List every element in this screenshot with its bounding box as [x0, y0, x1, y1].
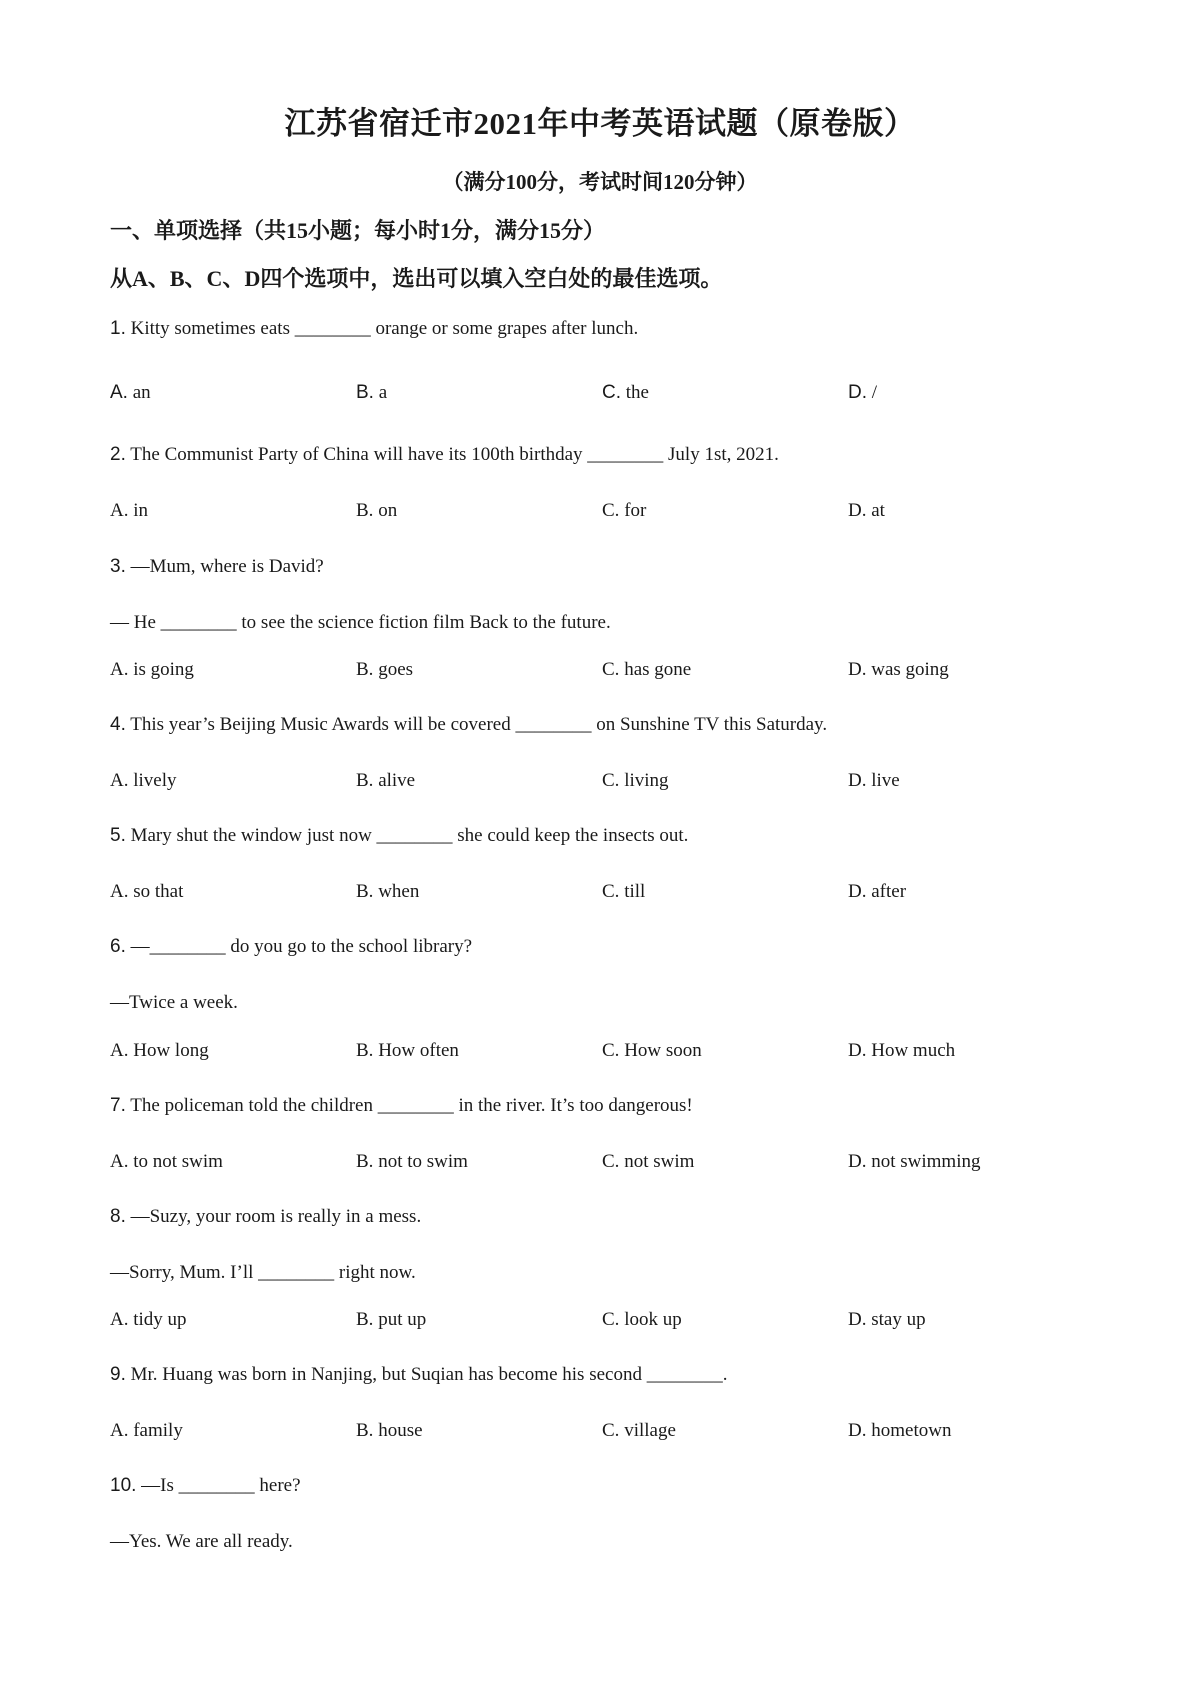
option-b: B. How often — [356, 1040, 459, 1061]
page-title: 江苏省宿迁市2021年中考英语试题（原卷版） — [284, 106, 916, 141]
question-10-line-2: —Yes. We are all ready. — [110, 1531, 293, 1552]
page-subtitle: （满分100分，考试时间120分钟） — [442, 170, 758, 194]
question-text: The policeman told the children ________ in the river. It’s too dangerous! — [130, 1095, 693, 1116]
question-10 — [110, 1475, 301, 1497]
question-text: This year’s Beijing Music Awards will be covered ________ on Sunshine TV this Saturday. — [130, 714, 828, 735]
question-8 — [110, 1206, 421, 1228]
option-b: B. when — [356, 881, 420, 902]
question-text: —Mum, where is David? — [130, 556, 324, 577]
question-text: —________ do you go to the school library? — [130, 936, 473, 957]
question-text: Mary shut the window just now ________ she could keep the insects out. — [130, 825, 689, 846]
question-text: —Suzy, your room is really in a mess. — [130, 1206, 422, 1227]
option-d: D. after — [848, 881, 907, 902]
question-number: 10. — [110, 1475, 137, 1496]
option-b: B. put up — [356, 1309, 427, 1330]
question-number: 2. — [110, 444, 126, 465]
question-number: 4. — [110, 714, 126, 735]
option-c: C. not swim — [602, 1151, 695, 1172]
option-a: A. so that — [110, 881, 184, 902]
question-1 — [110, 318, 638, 340]
question-number: 1. — [110, 318, 126, 339]
option-c: C. How soon — [602, 1040, 702, 1061]
option-d: D. How much — [848, 1040, 956, 1061]
question-number: 7. — [110, 1095, 126, 1116]
question-2 — [110, 444, 779, 466]
option-c: C. living — [602, 770, 669, 791]
option-a: A. is going — [110, 659, 194, 680]
option-b: B. alive — [356, 770, 416, 791]
option-c: C. the — [602, 382, 649, 403]
question-number: 9. — [110, 1364, 126, 1385]
question-6-line-2: —Twice a week. — [110, 992, 238, 1013]
option-c: C. till — [602, 881, 646, 902]
option-b: B. goes — [356, 659, 414, 680]
option-b: B. not to swim — [356, 1151, 468, 1172]
question-4 — [110, 714, 827, 736]
option-a: A. tidy up — [110, 1309, 187, 1330]
question-6 — [110, 936, 472, 958]
question-7 — [110, 1095, 693, 1117]
option-b: B. a — [356, 382, 388, 403]
option-d: D. live — [848, 770, 900, 791]
option-a: A. in — [110, 500, 149, 521]
option-c: C. for — [602, 500, 647, 521]
option-c: C. village — [602, 1420, 676, 1441]
question-number: 6. — [110, 936, 126, 957]
option-d: D. / — [848, 382, 878, 403]
question-text: Kitty sometimes eats ________ orange or some grapes after lunch. — [130, 318, 639, 339]
option-a: A. lively — [110, 770, 177, 791]
section-heading: 一、单项选择（共15小题；每小时1分，满分15分） — [110, 218, 606, 243]
option-c: C. has gone — [602, 659, 692, 680]
question-8-line-2: —Sorry, Mum. I’ll ________ right now. — [110, 1262, 416, 1283]
option-a: A. to not swim — [110, 1151, 223, 1172]
option-d: D. at — [848, 500, 885, 521]
option-d: D. stay up — [848, 1309, 926, 1330]
question-number: 5. — [110, 825, 126, 846]
option-a: A. How long — [110, 1040, 209, 1061]
option-b: B. house — [356, 1420, 423, 1441]
question-3 — [110, 556, 324, 578]
question-number: 3. — [110, 556, 126, 577]
question-9 — [110, 1364, 727, 1386]
option-a: A. family — [110, 1420, 183, 1441]
option-d: D. was going — [848, 659, 949, 680]
option-a: A. an — [110, 382, 151, 403]
option-d: D. hometown — [848, 1420, 952, 1441]
option-d: D. not swimming — [848, 1151, 981, 1172]
section-instruction: 从A、B、C、D四个选项中，选出可以填入空白处的最佳选项。 — [110, 266, 723, 291]
question-5 — [110, 825, 688, 847]
question-text: —Is ________ here? — [141, 1475, 301, 1496]
question-3-line-2: — He ________ to see the science fiction film Back to the future. — [110, 612, 611, 633]
question-text: Mr. Huang was born in Nanjing, but Suqian has become his second ________. — [130, 1364, 728, 1385]
option-b: B. on — [356, 500, 398, 521]
question-text: The Communist Party of China will have its 100th birthday ________ July 1st, 2021. — [130, 444, 779, 465]
question-number: 8. — [110, 1206, 126, 1227]
option-c: C. look up — [602, 1309, 682, 1330]
